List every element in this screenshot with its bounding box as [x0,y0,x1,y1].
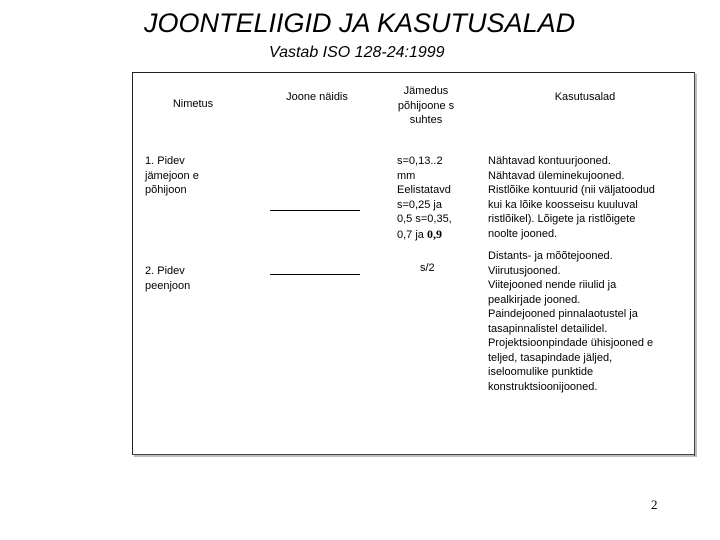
row2-usage-line-1: Distants- ja mõõtejooned. [488,250,613,262]
header-thickness-line-2: põhijoone s [397,99,455,112]
row2-name-line-2: peenjoon [145,279,191,292]
row1-thickness-line-3: Eelistatavd [397,184,451,196]
row1-thickness-last-prefix: 0,7 ja [397,228,427,241]
row2-usage [488,249,688,394]
row1-thickness-line-4: s=0,25 ja [397,198,442,211]
row2-usage-line-2: Viirutusjooned. [488,264,561,277]
row1-name-line-1: 1. Pidev [145,155,185,167]
table-frame-right-edge [694,72,695,456]
row1-thickness-line-5: 0,5 s=0,35, [397,213,452,225]
header-sample: Joone näidis [286,91,348,103]
header-thickness [380,84,472,128]
row1-usage [488,154,688,241]
row1-thickness-line-1: s=0,13..2 [397,155,443,167]
page-number: 2 [651,497,658,512]
row2-usage-line-10: konstruktsioonijooned. [488,380,598,393]
row2-name-line-1: 2. Pidev [145,265,185,277]
row1-usage-line-1: Nähtavad kontuurjooned. [488,155,611,167]
row2-thickness: s/2 [420,262,435,274]
row2-name [145,264,245,293]
row1-usage-line-6: noolte jooned. [488,227,558,240]
row2-usage-line-8: teljed, tasapindade jäljed, [488,351,613,364]
row1-usage-line-2: Nähtavad üleminekujooned. [488,169,625,182]
header-thickness-line-3: suhtes [409,114,443,126]
row1-name [145,154,245,198]
header-usage: Kasutusalad [554,91,616,103]
row1-thickness-last-bold: 0,9 [426,226,442,241]
row1-usage-line-3: Ristlõike kontuurid (nii väljatoodud [488,184,655,196]
row1-thickness-line-6 [397,227,483,243]
row1-usage-line-4: kui ka lõike koosseisu kuuluval [488,198,638,211]
row1-thickness-line-2: mm [397,169,416,182]
row2-thin-line-sample [270,274,360,275]
row1-thick-line-sample [270,210,360,211]
row2-usage-line-9: iseloomulike punktide [488,366,594,378]
row2-usage-line-3: Viitejooned nende riiulid ja [488,279,617,291]
header-thickness-line-1: Jämedus [403,85,449,97]
row2-usage-line-4: pealkirjade jooned. [488,293,581,306]
row1-usage-line-5: ristlõikel). Lõigete ja ristlõigete [488,213,636,225]
row1-name-line-3: põhijoon [145,184,187,196]
row2-usage-line-7: Projektsioonpindade ühisjooned e [488,337,654,349]
table-frame-bottom-edge [132,454,695,455]
page-title: JOONTELIIGID JA KASUTUSALAD [144,8,576,38]
page-subtitle: Vastab ISO 128-24:1999 [269,44,445,61]
header-name: Nimetus [172,98,214,110]
row1-name-line-2: jämejoon e [145,169,199,182]
row2-usage-line-5: Paindejooned pinnalaotustel ja [488,308,638,320]
row1-thickness [397,154,483,242]
row2-usage-line-6: tasapinnalistel detailidel. [488,322,608,335]
